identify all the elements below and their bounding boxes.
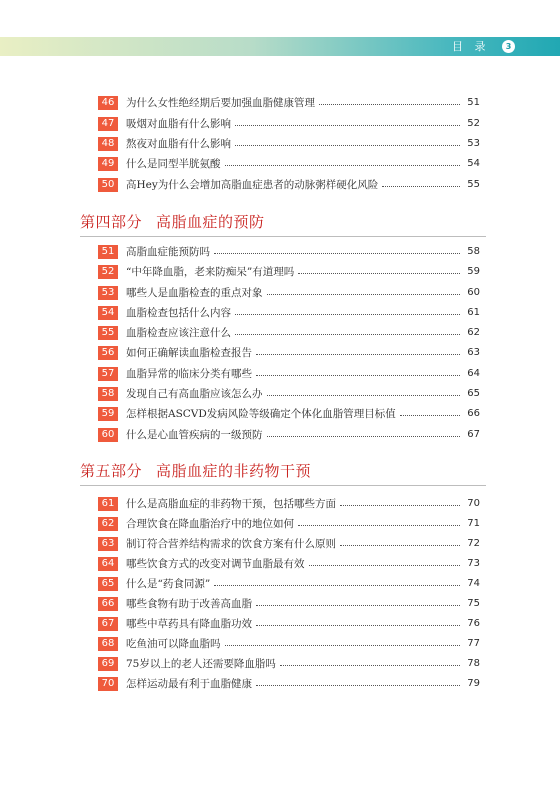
entry-label: 75岁以上的老人还需要降血脂吗 bbox=[126, 658, 276, 670]
entry-label: “中年降血脂，老来防痴呆”有道理吗 bbox=[126, 266, 295, 278]
section-part-label: 第五部分 bbox=[80, 462, 143, 480]
entry-number-badge: 60 bbox=[98, 428, 118, 442]
dot-leader bbox=[256, 685, 460, 686]
entry-number-badge: 47 bbox=[98, 117, 118, 131]
entry-page-number: 73 bbox=[467, 558, 480, 569]
entry-page-number: 54 bbox=[467, 158, 480, 169]
entry-label: 如何正确解读血脂检查报告 bbox=[126, 347, 252, 359]
entry-number-badge: 55 bbox=[98, 326, 118, 340]
entry-number-badge: 56 bbox=[98, 346, 118, 360]
entry-page-number: 66 bbox=[467, 408, 480, 419]
entry-page-number: 61 bbox=[467, 307, 480, 318]
entry-number-badge: 68 bbox=[98, 637, 118, 651]
entry-label: 发现自己有高血脂应该怎么办 bbox=[126, 388, 263, 400]
toc-entry-63[interactable] bbox=[98, 535, 480, 552]
entry-label: 哪些饮食方式的改变对调节血脂最有效 bbox=[126, 558, 305, 570]
entry-number-badge: 59 bbox=[98, 407, 118, 421]
entry-number-badge: 52 bbox=[98, 265, 118, 279]
entry-page-number: 52 bbox=[467, 118, 480, 129]
dot-leader bbox=[298, 525, 460, 526]
section-heading-part4 bbox=[80, 211, 265, 232]
section-title-text: 高脂血症的预防 bbox=[156, 213, 265, 231]
entry-page-number: 78 bbox=[467, 658, 480, 669]
section-title-text: 高脂血症的非药物干预 bbox=[156, 462, 312, 480]
entry-page-number: 77 bbox=[467, 638, 480, 649]
dot-leader bbox=[267, 395, 461, 396]
dot-leader bbox=[235, 125, 460, 126]
entry-page-number: 79 bbox=[467, 678, 480, 689]
entry-label: 哪些人是血脂检查的重点对象 bbox=[126, 287, 263, 299]
entry-number-badge: 64 bbox=[98, 557, 118, 571]
entry-label: 吸烟对血脂有什么影响 bbox=[126, 118, 231, 130]
toc-entry-62[interactable] bbox=[98, 515, 480, 532]
entry-label: 哪些中草药具有降血脂功效 bbox=[126, 618, 252, 630]
toc-entry-46[interactable] bbox=[98, 94, 480, 111]
entry-number-badge: 70 bbox=[98, 677, 118, 691]
entry-number-badge: 69 bbox=[98, 657, 118, 671]
dot-leader bbox=[214, 253, 460, 254]
dot-leader bbox=[382, 186, 460, 187]
entry-page-number: 71 bbox=[467, 518, 480, 529]
entry-page-number: 70 bbox=[467, 498, 480, 509]
toc-entry-69[interactable] bbox=[98, 655, 480, 672]
dot-leader bbox=[256, 625, 460, 626]
toc-entry-68[interactable] bbox=[98, 635, 480, 652]
dot-leader bbox=[225, 165, 461, 166]
entry-label: 高脂血症能预防吗 bbox=[126, 246, 210, 258]
section-heading-part5 bbox=[80, 460, 311, 481]
entry-label: 合理饮食在降血脂治疗中的地位如何 bbox=[126, 518, 294, 530]
dot-leader bbox=[340, 545, 460, 546]
entry-number-badge: 46 bbox=[98, 96, 118, 110]
toc-entry-64[interactable] bbox=[98, 555, 480, 572]
entry-number-badge: 50 bbox=[98, 178, 118, 192]
dot-leader bbox=[256, 605, 460, 606]
entry-label: 怎样根据ASCVD发病风险等级确定个体化血脂管理目标值 bbox=[126, 408, 396, 420]
entry-page-number: 67 bbox=[467, 429, 480, 440]
entry-number-badge: 67 bbox=[98, 617, 118, 631]
toc-entry-54[interactable] bbox=[98, 304, 480, 321]
entry-label: 高Hey为什么会增加高脂血症患者的动脉粥样硬化风险 bbox=[126, 179, 379, 191]
toc-entry-49[interactable] bbox=[98, 155, 480, 172]
entry-number-badge: 58 bbox=[98, 387, 118, 401]
entry-page-number: 51 bbox=[467, 97, 480, 108]
entry-label: 吃鱼油可以降血脂吗 bbox=[126, 638, 221, 650]
entry-label: 熬夜对血脂有什么影响 bbox=[126, 138, 231, 150]
entry-label: 哪些食物有助于改善高血脂 bbox=[126, 598, 252, 610]
entry-number-badge: 65 bbox=[98, 577, 118, 591]
toc-entry-48[interactable] bbox=[98, 135, 480, 152]
section-divider bbox=[80, 485, 486, 486]
entry-number-badge: 54 bbox=[98, 306, 118, 320]
entry-number-badge: 49 bbox=[98, 157, 118, 171]
toc-entry-50[interactable] bbox=[98, 176, 480, 193]
dot-leader bbox=[256, 354, 460, 355]
toc-entry-55[interactable] bbox=[98, 324, 480, 341]
dot-leader bbox=[280, 665, 460, 666]
toc-entry-65[interactable] bbox=[98, 575, 480, 592]
toc-entry-67[interactable] bbox=[98, 615, 480, 632]
dot-leader bbox=[309, 565, 461, 566]
header-title: 目 录 bbox=[452, 40, 490, 53]
dot-leader bbox=[400, 415, 460, 416]
toc-entry-58[interactable] bbox=[98, 385, 480, 402]
entry-page-number: 55 bbox=[467, 179, 480, 190]
dot-leader bbox=[225, 645, 461, 646]
entry-number-badge: 63 bbox=[98, 537, 118, 551]
entry-page-number: 65 bbox=[467, 388, 480, 399]
entry-label: 怎样运动最有利于血脂健康 bbox=[126, 678, 252, 690]
dot-leader bbox=[214, 585, 460, 586]
toc-entry-59[interactable] bbox=[98, 405, 480, 422]
entry-page-number: 58 bbox=[467, 246, 480, 257]
entry-page-number: 76 bbox=[467, 618, 480, 629]
entry-number-badge: 62 bbox=[98, 517, 118, 531]
dot-leader bbox=[267, 294, 461, 295]
dot-leader bbox=[235, 145, 460, 146]
dot-leader bbox=[235, 314, 460, 315]
entry-page-number: 63 bbox=[467, 347, 480, 358]
entry-page-number: 53 bbox=[467, 138, 480, 149]
section-part-label: 第四部分 bbox=[80, 213, 143, 231]
toc-entry-51[interactable] bbox=[98, 243, 480, 260]
toc-entry-66[interactable] bbox=[98, 595, 480, 612]
toc-entry-60[interactable] bbox=[98, 426, 480, 443]
entry-number-badge: 66 bbox=[98, 597, 118, 611]
entry-page-number: 64 bbox=[467, 368, 480, 379]
entry-page-number: 59 bbox=[467, 266, 480, 277]
dot-leader bbox=[267, 436, 461, 437]
entry-number-badge: 57 bbox=[98, 367, 118, 381]
entry-label: 血脂异常的临床分类有哪些 bbox=[126, 368, 252, 380]
dot-leader bbox=[256, 375, 460, 376]
entry-label: 为什么女性绝经期后要加强血脂健康管理 bbox=[126, 97, 315, 109]
dot-leader bbox=[235, 334, 460, 335]
entry-page-number: 74 bbox=[467, 578, 480, 589]
header-page-number: 3 bbox=[502, 40, 515, 53]
toc-entry-47[interactable] bbox=[98, 115, 480, 132]
entry-number-badge: 53 bbox=[98, 286, 118, 300]
entry-page-number: 60 bbox=[467, 287, 480, 298]
entry-label: 血脂检查应该注意什么 bbox=[126, 327, 231, 339]
entry-label: 什么是“药食同源” bbox=[126, 578, 211, 590]
toc-entry-70[interactable] bbox=[98, 675, 480, 692]
dot-leader bbox=[319, 104, 460, 105]
dot-leader bbox=[340, 505, 460, 506]
entry-label: 什么是心血管疾病的一级预防 bbox=[126, 429, 263, 441]
dot-leader bbox=[298, 273, 460, 274]
toc-entry-52[interactable] bbox=[98, 263, 480, 280]
entry-page-number: 72 bbox=[467, 538, 480, 549]
entry-number-badge: 61 bbox=[98, 497, 118, 511]
entry-page-number: 62 bbox=[467, 327, 480, 338]
toc-entry-57[interactable] bbox=[98, 365, 480, 382]
entry-label: 制订符合营养结构需求的饮食方案有什么原则 bbox=[126, 538, 336, 550]
entry-number-badge: 51 bbox=[98, 245, 118, 259]
toc-entry-56[interactable] bbox=[98, 344, 480, 361]
entry-label: 什么是高脂血症的非药物干预，包括哪些方面 bbox=[126, 498, 336, 510]
toc-entry-53[interactable] bbox=[98, 284, 480, 301]
entry-page-number: 75 bbox=[467, 598, 480, 609]
entry-label: 什么是同型半胱氨酸 bbox=[126, 158, 221, 170]
section-divider bbox=[80, 236, 486, 237]
entry-number-badge: 48 bbox=[98, 137, 118, 151]
toc-entry-61[interactable] bbox=[98, 495, 480, 512]
entry-label: 血脂检查包括什么内容 bbox=[126, 307, 231, 319]
